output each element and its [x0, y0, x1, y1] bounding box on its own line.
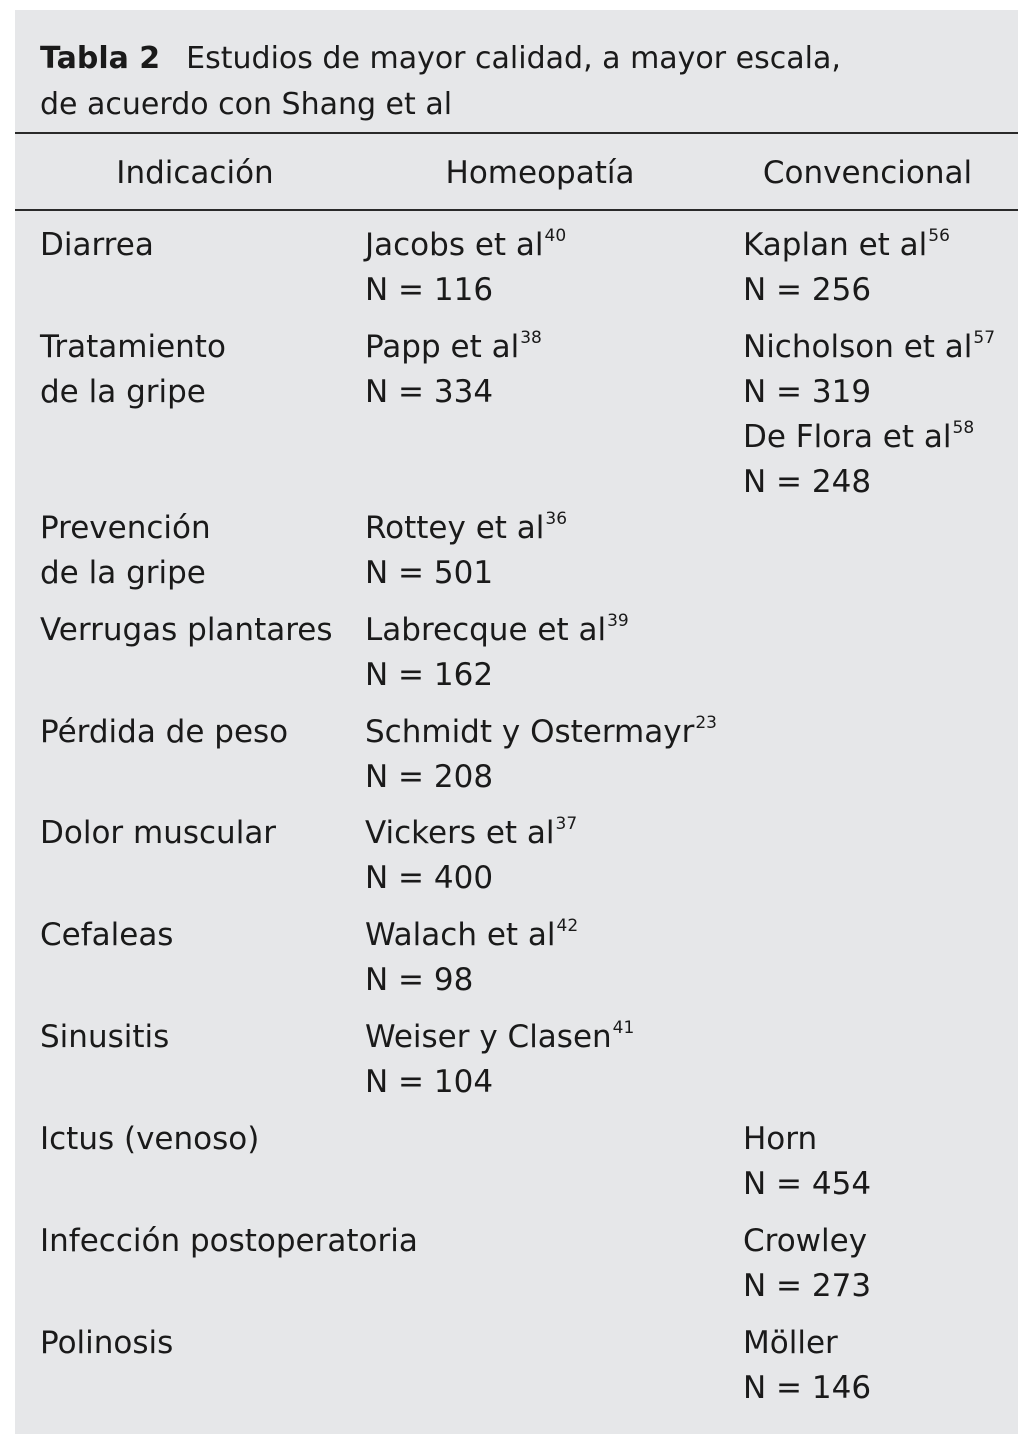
sample-size: N = 334 [365, 374, 494, 410]
header-rule [15, 209, 1018, 211]
conventional-cell [743, 325, 995, 505]
indication-line: Pérdida de peso [40, 714, 289, 750]
author-name: Weiser y Clasen [365, 1019, 612, 1055]
indication-cell [40, 710, 288, 755]
indication-line: Dolor muscular [40, 815, 277, 851]
indication-cell [40, 1015, 169, 1060]
study-author [743, 1117, 871, 1162]
indication-line: de la gripe [40, 374, 206, 410]
author-name: Walach et al [365, 917, 556, 953]
sample-size: N = 208 [365, 759, 494, 795]
study-author [365, 223, 566, 268]
homeopathy-cell [365, 913, 578, 1003]
indication-cell [40, 223, 154, 268]
author-name: Kaplan et al [743, 227, 928, 263]
author-name: Jacobs et al [365, 227, 544, 263]
reference-number: 36 [545, 509, 568, 529]
table-label: Tabla 2 [40, 41, 161, 76]
study-author [743, 223, 950, 268]
study-author [365, 608, 629, 653]
sample-size: N = 256 [743, 272, 872, 308]
homeopathy-cell [365, 811, 577, 901]
indication-line: Cefaleas [40, 917, 174, 953]
indication-line: Infección postoperatoria [40, 1223, 418, 1259]
study-author [365, 710, 717, 755]
homeopathy-cell [365, 1015, 634, 1105]
author-name: Möller [743, 1325, 838, 1361]
reference-number: 57 [973, 328, 996, 348]
indication-line: Tratamiento [40, 329, 226, 365]
study-author [743, 1321, 871, 1366]
indication-line: de la gripe [40, 555, 206, 591]
homeopathy-cell [365, 223, 566, 313]
table-title-line2: de acuerdo con Shang et al [40, 87, 453, 122]
author-name: Schmidt y Ostermayr [365, 714, 695, 750]
study-author [365, 1015, 634, 1060]
indication-cell [40, 913, 173, 958]
indication-line: Diarrea [40, 227, 154, 263]
sample-size: N = 248 [743, 464, 872, 500]
homeopathy-cell [365, 608, 629, 698]
study-author [743, 1219, 871, 1264]
indication-line: Sinusitis [40, 1019, 170, 1055]
sample-size: N = 116 [365, 272, 494, 308]
reference-number: 56 [928, 226, 950, 246]
conventional-cell [743, 1117, 871, 1207]
indication-cell [40, 506, 211, 596]
header-convencional: Convencional [762, 155, 973, 191]
sample-size: N = 146 [743, 1370, 872, 1406]
table-caption [40, 36, 841, 128]
study-author [743, 325, 995, 370]
author-name: De Flora et al [743, 419, 952, 455]
study-author [365, 325, 542, 370]
table-panel [15, 10, 1018, 1434]
sample-size: N = 319 [743, 374, 872, 410]
reference-number: 23 [695, 713, 717, 733]
table-title-line1: Estudios de mayor calidad, a mayor escala, [186, 41, 841, 76]
reference-number: 40 [544, 226, 567, 246]
study-author [365, 811, 577, 856]
study-author [365, 506, 567, 551]
indication-cell [40, 608, 333, 653]
sample-size: N = 400 [365, 860, 494, 896]
conventional-cell [743, 1321, 871, 1411]
homeopathy-cell [365, 710, 717, 800]
author-name: Vickers et al [365, 815, 555, 851]
sample-size: N = 273 [743, 1268, 872, 1304]
indication-cell [40, 1117, 259, 1162]
reference-number: 42 [556, 916, 579, 936]
top-rule [15, 132, 1018, 134]
homeopathy-cell [365, 325, 542, 415]
author-name: Horn [743, 1121, 818, 1157]
sample-size: N = 98 [365, 962, 474, 998]
indication-line: Polinosis [40, 1325, 174, 1361]
author-name: Crowley [743, 1223, 868, 1259]
indication-cell [40, 1321, 173, 1366]
indication-line: Verrugas plantares [40, 612, 333, 648]
conventional-cell [743, 223, 950, 313]
reference-number: 38 [520, 328, 542, 348]
indication-cell [40, 811, 276, 856]
indication-cell [40, 1219, 418, 1264]
sample-size: N = 162 [365, 657, 494, 693]
sample-size: N = 454 [743, 1166, 872, 1202]
author-name: Labrecque et al [365, 612, 607, 648]
reference-number: 41 [612, 1018, 635, 1038]
author-name: Rottey et al [365, 510, 545, 546]
sample-size: N = 104 [365, 1064, 494, 1100]
sample-size: N = 501 [365, 555, 494, 591]
reference-number: 58 [952, 418, 975, 438]
reference-number: 37 [555, 814, 578, 834]
indication-line: Ictus (venoso) [40, 1121, 260, 1157]
study-author [365, 913, 578, 958]
study-author [743, 415, 995, 460]
indication-line: Prevención [40, 510, 211, 546]
author-name: Nicholson et al [743, 329, 973, 365]
header-homeopatia: Homeopatía [445, 155, 635, 191]
author-name: Papp et al [365, 329, 520, 365]
reference-number: 39 [607, 611, 629, 631]
indication-cell [40, 325, 226, 415]
homeopathy-cell [365, 506, 567, 596]
conventional-cell [743, 1219, 871, 1309]
header-indicacion: Indicación [116, 155, 274, 191]
